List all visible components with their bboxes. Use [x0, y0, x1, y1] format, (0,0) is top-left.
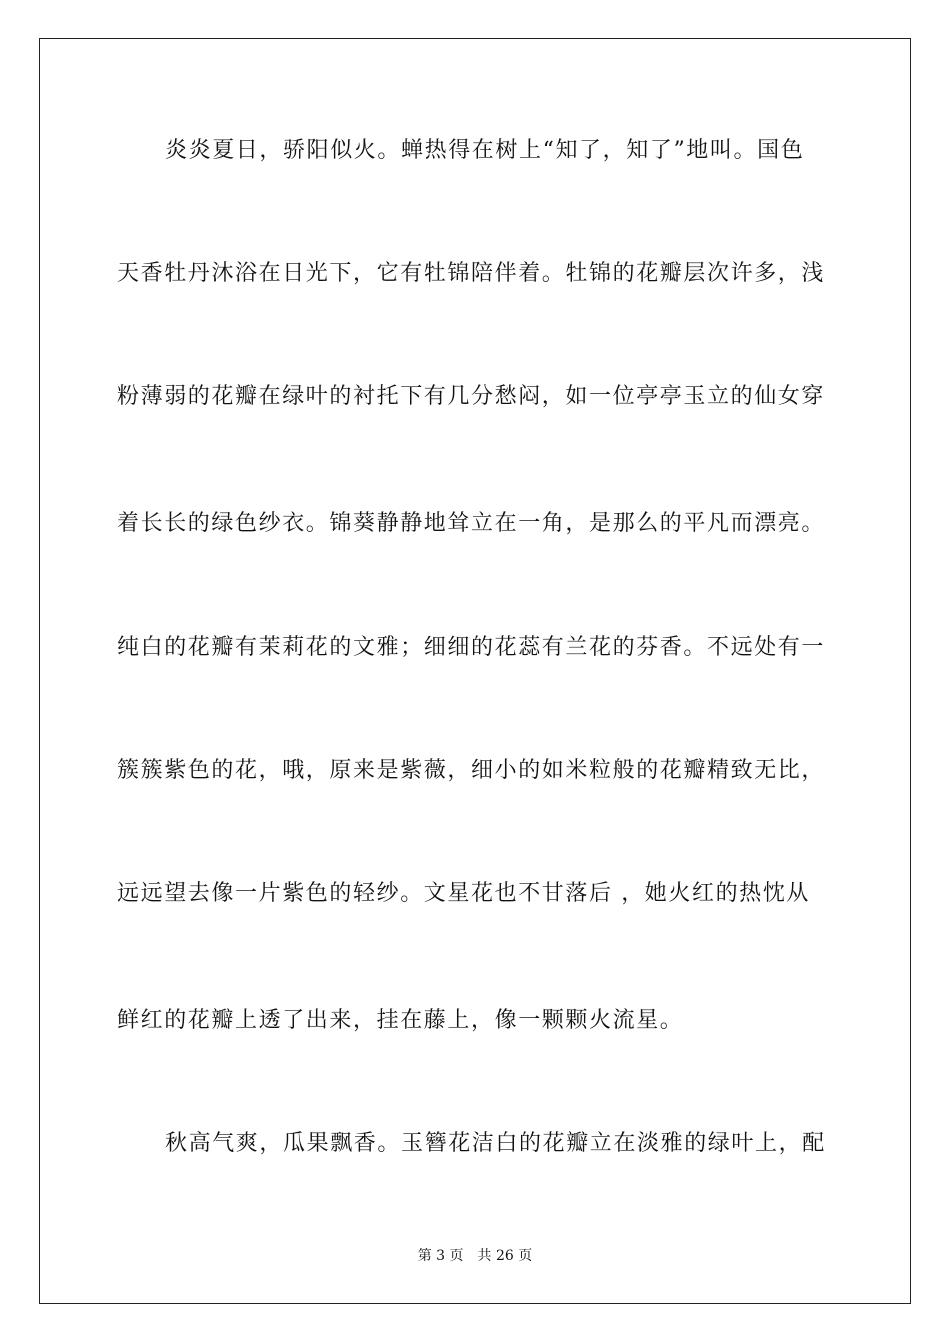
paragraph-line: 簇簇紫色的花，哦，原来是紫薇，细小的如米粒般的花瓣精致无比， — [117, 758, 826, 783]
page-number: 第 3 页 — [417, 1248, 464, 1264]
paragraph-line: 炎炎夏日，骄阳似火。蝉热得在树上“知了，知了”地叫。国色 — [165, 138, 805, 163]
page-footer — [0, 1246, 950, 1266]
paragraph-line: 鲜红的花瓣上透了出来，挂在藤上，像一颗颗火流星。 — [117, 1008, 684, 1033]
paragraph-line: 秋高气爽，瓜果飘香。玉簪花洁白的花瓣立在淡雅的绿叶上，配 — [165, 1131, 826, 1156]
paragraph-line: 天香牡丹沐浴在日光下，它有牡锦陪伴着。牡锦的花瓣层次许多，浅 — [117, 261, 826, 286]
page-total: 共 26 页 — [477, 1248, 533, 1264]
paragraph-line: 着长长的绿色纱衣。锦葵静静地耸立在一角，是那么的平凡而漂亮。 — [117, 511, 826, 536]
page-border — [39, 38, 911, 1304]
paragraph-line: 纯白的花瓣有茉莉花的文雅；细细的花蕊有兰花的芬香。不远处有一 — [117, 635, 826, 660]
paragraph-line: 远远望去像一片紫色的轻纱。文星花也不甘落后 ，她火红的热忱从 — [117, 881, 810, 906]
paragraph-line: 粉薄弱的花瓣在绿叶的衬托下有几分愁闷，如一位亭亭玉立的仙女穿 — [117, 384, 826, 409]
